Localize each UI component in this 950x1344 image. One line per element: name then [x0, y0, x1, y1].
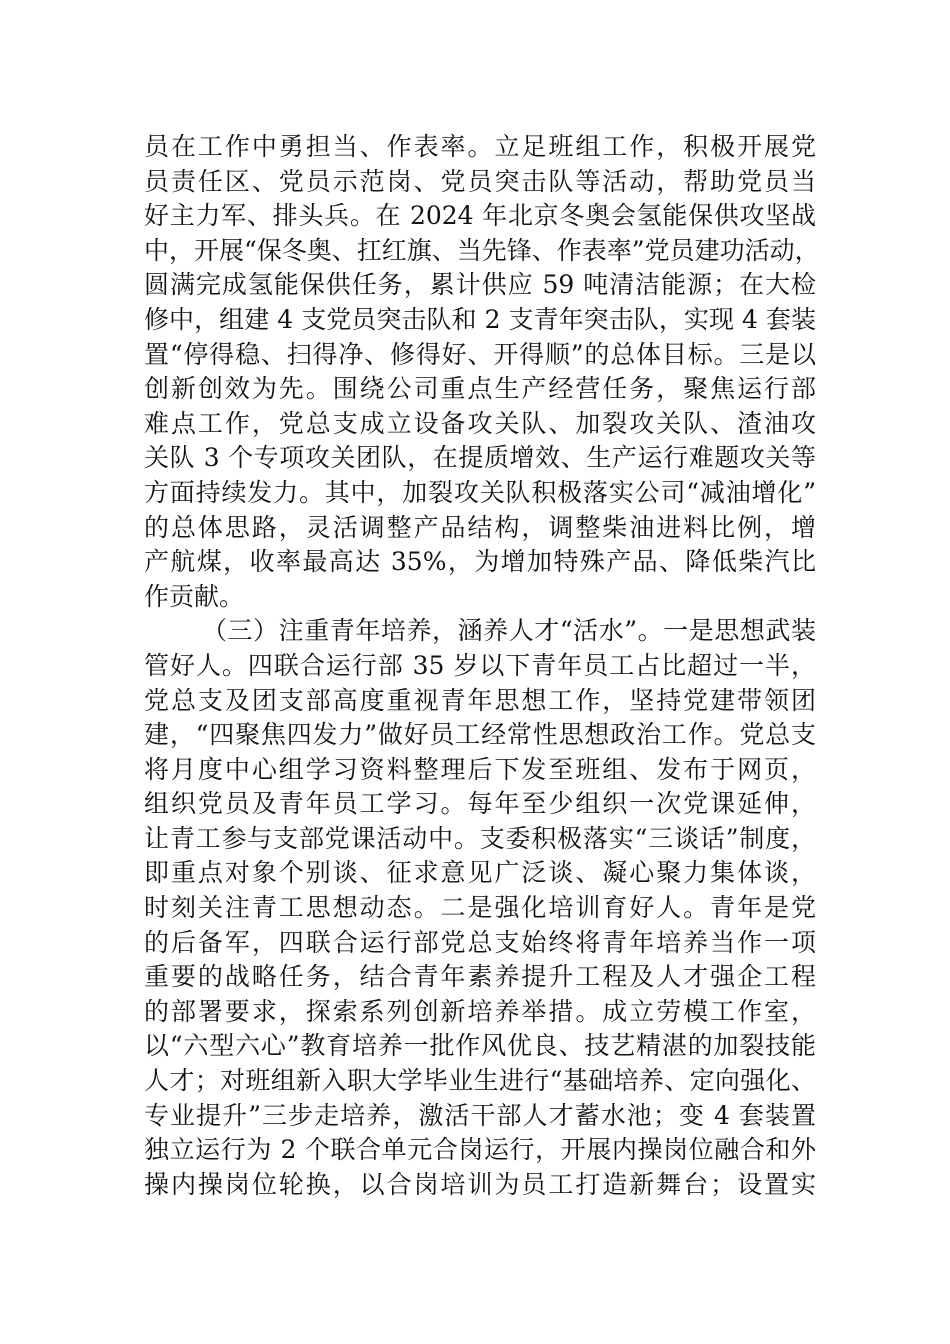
body-text: [144, 130, 820, 1202]
text-line: 专业提升”三步走培养，激活干部人才蓄水池；变 4 套装置: [144, 1100, 816, 1130]
text-line: 的后备军，四联合运行部党总支始终将青年培养当作一项: [144, 927, 816, 957]
text-line: 置“停得稳、扫得净、修得好、开得顺”的总体目标。三是以: [144, 339, 816, 369]
text-line: 的总体思路，灵活调整产品结构，调整柴油进料比例，增: [144, 512, 816, 542]
text-line: 操内操岗位轮换，以合岗培训为员工打造新舞台；设置实: [144, 1169, 816, 1199]
text-line: 的部署要求，探索系列创新培养举措。成立劳模工作室，: [144, 996, 816, 1026]
paragraph-2: [144, 614, 816, 1202]
text-line: 人才；对班组新入职大学毕业生进行“基础培养、定向强化、: [144, 1066, 816, 1096]
text-line: 创新创效为先。围绕公司重点生产经营任务，聚焦运行部: [144, 374, 816, 404]
text-line: 员责任区、党员示范岗、党员突击队等活动，帮助党员当: [144, 166, 816, 196]
text-line: 建，“四聚焦四发力”做好员工经常性思想政治工作。党总支: [144, 720, 816, 750]
text-line: 将月度中心组学习资料整理后下发至班组、发布于网页，: [144, 754, 816, 784]
text-line: 独立运行为 2 个联合单元合岗运行，开展内操岗位融合和外: [144, 1135, 816, 1165]
text-line: 好主力军、排头兵。在 2024 年北京冬奥会氢能保供攻坚战: [144, 201, 816, 231]
text-line: 让青工参与支部党课活动中。支委积极落实“三谈话”制度，: [144, 823, 816, 853]
text-line: 员在工作中勇担当、作表率。立足班组工作，积极开展党: [144, 132, 816, 161]
text-line: 即重点对象个别谈、征求意见广泛谈、凝心聚力集体谈，: [144, 858, 816, 888]
text-line: 中，开展“保冬奥、扛红旗、当先锋、作表率”党员建功活动，: [144, 235, 820, 265]
text-line: 难点工作，党总支成立设备攻关队、加裂攻关队、渣油攻: [144, 408, 816, 438]
text-line: 以“六型六心”教育培养一批作风优良、技艺精湛的加裂技能: [144, 1031, 816, 1061]
text-line: 关队 3 个专项攻关团队，在提质增效、生产运行难题攻关等: [144, 443, 816, 473]
text-line: 时刻关注青工思想动态。二是强化培训育好人。青年是党: [144, 893, 816, 923]
text-line: 党总支及团支部高度重视青年思想工作，坚持党建带领团: [144, 685, 816, 715]
text-line: 方面持续发力。其中，加裂攻关队积极落实公司“减油增化”: [144, 477, 816, 507]
text-line: 作贡献。: [144, 581, 245, 611]
text-line: 组织党员及青年员工学习。每年至少组织一次党课延伸，: [144, 789, 816, 819]
text-line: 管好人。四联合运行部 35 岁以下青年员工占比超过一半，: [144, 650, 816, 680]
text-line: 产航煤，收率最高达 35%，为增加特殊产品、降低柴汽比: [144, 547, 816, 577]
text-line: 重要的战略任务，结合青年素养提升工程及人才强企工程: [144, 962, 816, 992]
paragraph-1: [144, 130, 820, 614]
text-line: 圆满完成氢能保供任务，累计供应 59 吨清洁能源；在大检: [144, 270, 816, 300]
text-line: 修中，组建 4 支党员突击队和 2 支青年突击队，实现 4 套装: [144, 304, 816, 334]
text-line-indented: （三）注重青年培养，涵养人才“活水”。一是思想武装: [202, 616, 816, 646]
